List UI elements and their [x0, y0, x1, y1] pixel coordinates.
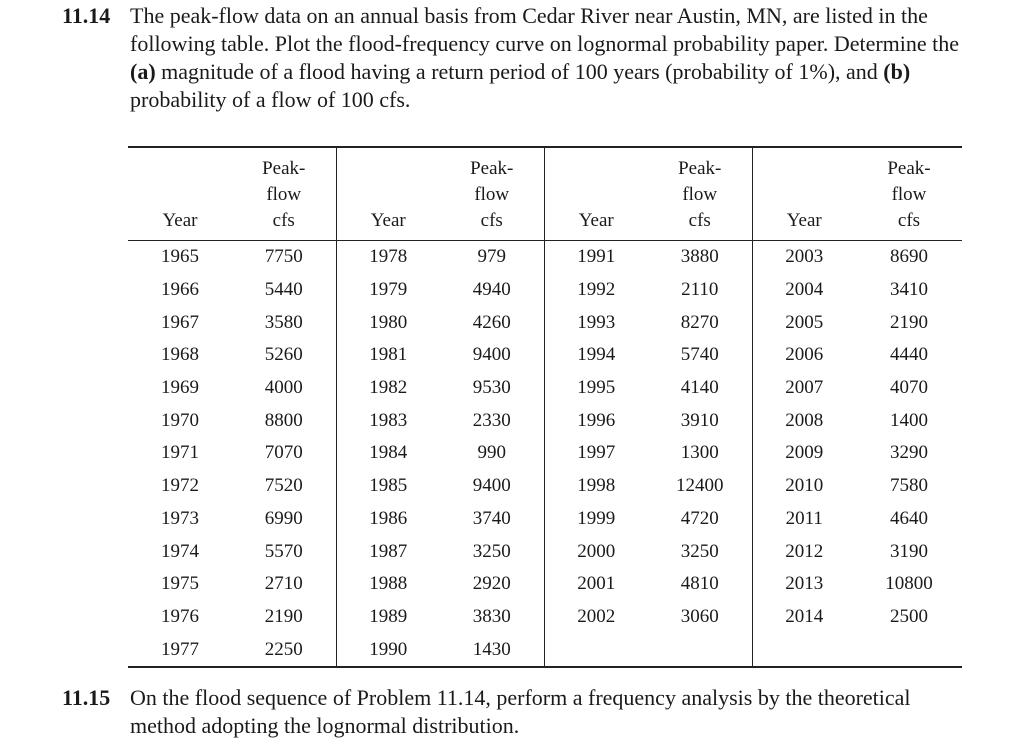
peak-flow-cell: 4000 — [232, 372, 336, 405]
table-row — [128, 568, 962, 601]
part-b-label: (b) — [883, 59, 911, 84]
peak-flow-cell: 10800 — [885, 573, 933, 595]
peak-flow-cell: 3910 — [648, 404, 752, 437]
peak-flow-cell: 3250 — [648, 535, 752, 568]
year-cell — [752, 633, 856, 667]
year-cell: 1994 — [577, 344, 616, 366]
table-row — [128, 404, 962, 437]
peak-flow-cell: 7070 — [232, 437, 336, 470]
table-row — [128, 437, 962, 470]
year-cell: 1977 — [128, 633, 232, 667]
peak-flow-cell: 3880 — [648, 241, 752, 274]
year-cell: 2007 — [785, 377, 824, 399]
year-cell: 1974 — [161, 540, 199, 562]
table-body — [128, 241, 962, 667]
header-year: Year — [336, 147, 440, 241]
table-row — [128, 535, 962, 568]
table-row — [128, 274, 962, 307]
year-cell: 1989 — [369, 605, 408, 627]
peak-flow-cell: 7750 — [232, 241, 336, 274]
peak-flow-cell: 7580 — [890, 475, 928, 497]
peak-flow-cell: 4810 — [648, 568, 752, 601]
peak-flow-cell: 6990 — [232, 503, 336, 536]
year-cell: 2014 — [785, 605, 824, 627]
year-cell: 2000 — [577, 540, 616, 562]
peak-flow-cell: 2330 — [440, 404, 544, 437]
peak-flow-cell: 3580 — [232, 306, 336, 339]
year-cell: 1978 — [369, 246, 408, 268]
problem-text: On the flood sequence of Problem 11.14, perform a frequency analysis by the theoretical method adopting the lognormal distribution. — [130, 685, 911, 738]
peak-flow-cell: 3060 — [648, 601, 752, 634]
table-row — [128, 241, 962, 274]
year-cell: 1971 — [161, 442, 199, 464]
year-cell: 1976 — [161, 605, 199, 627]
table-row — [128, 306, 962, 339]
peak-flow-cell: 4260 — [440, 306, 544, 339]
year-cell: 1983 — [369, 409, 408, 431]
year-cell: 1984 — [369, 442, 408, 464]
year-cell: 2003 — [785, 246, 824, 268]
year-cell: 1982 — [369, 377, 408, 399]
table-row — [128, 503, 962, 536]
year-cell: 1988 — [369, 573, 408, 595]
peak-flow-cell: 9400 — [440, 470, 544, 503]
problem-intro: The peak-flow data on an annual basis from Cedar River near Austin, MN, are listed in the following table. Plot the flood-frequency curve on lognormal probability paper. Determine the — [130, 3, 960, 56]
peak-flow-cell: 7520 — [232, 470, 336, 503]
year-cell: 2006 — [785, 344, 824, 366]
peak-flow-cell: 9530 — [440, 372, 544, 405]
peak-flow-cell: 3190 — [890, 540, 928, 562]
peak-flow-cell: 8270 — [648, 306, 752, 339]
problem-number: 11.14 — [62, 3, 111, 28]
year-cell: 1996 — [577, 409, 616, 431]
header-year: Year — [128, 147, 232, 241]
peak-flow-cell: 1400 — [890, 409, 928, 431]
year-cell: 1987 — [369, 540, 408, 562]
peak-flow-cell: 5260 — [232, 339, 336, 372]
peak-flow-cell: 4940 — [440, 274, 544, 307]
peak-flow-cell: 4070 — [890, 377, 928, 399]
table-row — [128, 339, 962, 372]
year-cell: 2011 — [785, 507, 823, 529]
year-cell: 1992 — [577, 279, 616, 301]
peak-flow-cell: 9400 — [440, 339, 544, 372]
year-cell: 1993 — [577, 311, 616, 333]
header-year: Year — [544, 147, 648, 241]
year-cell: 2002 — [577, 605, 616, 627]
peak-flow-cell: 2710 — [232, 568, 336, 601]
peak-flow-cell: 5740 — [648, 339, 752, 372]
table-row — [128, 372, 962, 405]
peak-flow-cell: 8800 — [232, 404, 336, 437]
year-cell: 2013 — [785, 573, 824, 595]
peak-flow-cell: 4640 — [890, 507, 928, 529]
year-cell: 2005 — [785, 311, 824, 333]
year-cell: 2001 — [577, 573, 616, 595]
year-cell: 1967 — [161, 311, 199, 333]
year-cell: 1979 — [369, 279, 408, 301]
peak-flow-cell: 12400 — [648, 470, 752, 503]
table-header-row — [128, 147, 962, 241]
year-cell: 1990 — [336, 633, 440, 667]
year-cell: 1965 — [161, 246, 199, 268]
year-cell: 1985 — [369, 475, 408, 497]
part-a-text: magnitude of a flood having a return period of 100 years (probability of 1%), and — [155, 59, 884, 84]
peak-flow-cell: 3830 — [440, 601, 544, 634]
table-row — [128, 470, 962, 503]
header-peak-flow: Peak- flow cfs — [856, 147, 962, 241]
year-cell: 1999 — [577, 507, 616, 529]
year-cell: 1969 — [161, 377, 199, 399]
peak-flow-cell: 3410 — [890, 279, 928, 301]
peak-flow-cell: 4140 — [648, 372, 752, 405]
peak-flow-cell: 979 — [440, 241, 544, 274]
part-b-text: probability of a flow of 100 cfs. — [130, 87, 411, 112]
peak-flow-cell: 3290 — [890, 442, 928, 464]
peak-flow-cell: 2190 — [890, 311, 928, 333]
table-row — [128, 633, 962, 667]
peak-flow-cell: 4440 — [890, 344, 928, 366]
peak-flow-cell: 2920 — [440, 568, 544, 601]
peak-flow-cell: 8690 — [890, 246, 928, 268]
year-cell: 1970 — [161, 409, 199, 431]
peak-flow-cell — [856, 633, 962, 667]
year-cell: 2008 — [785, 409, 824, 431]
year-cell: 1981 — [369, 344, 408, 366]
peak-flow-cell: 1430 — [440, 633, 544, 667]
header-peak-flow: Peak- flow cfs — [232, 147, 336, 241]
year-cell: 1972 — [161, 475, 199, 497]
year-cell: 2012 — [785, 540, 824, 562]
problem-number: 11.15 — [62, 685, 111, 710]
peak-flow-cell: 5440 — [232, 274, 336, 307]
year-cell: 2010 — [785, 475, 824, 497]
year-cell: 1997 — [577, 442, 616, 464]
header-peak-flow: Peak- flow cfs — [440, 147, 544, 241]
peak-flow-cell — [648, 633, 752, 667]
year-cell: 1980 — [369, 311, 408, 333]
year-cell: 1975 — [161, 573, 199, 595]
header-peak-flow: Peak- flow cfs — [648, 147, 752, 241]
year-cell: 1991 — [577, 246, 616, 268]
year-cell: 2009 — [785, 442, 824, 464]
peak-flow-cell: 5570 — [232, 535, 336, 568]
peak-flow-cell: 4720 — [648, 503, 752, 536]
peak-flow-cell: 990 — [440, 437, 544, 470]
peak-flow-cell: 2500 — [890, 605, 928, 627]
peak-flow-table-container — [128, 146, 962, 668]
year-cell: 2004 — [785, 279, 824, 301]
problem-11-15 — [62, 684, 962, 740]
year-cell: 1995 — [577, 377, 616, 399]
year-cell — [544, 633, 648, 667]
problem-text — [130, 2, 962, 114]
peak-flow-table — [128, 146, 962, 668]
header-year: Year — [752, 147, 856, 241]
peak-flow-cell: 2190 — [232, 601, 336, 634]
year-cell: 1998 — [577, 475, 616, 497]
year-cell: 1973 — [161, 507, 199, 529]
year-cell: 1986 — [369, 507, 408, 529]
peak-flow-cell: 3250 — [440, 535, 544, 568]
peak-flow-cell: 3740 — [440, 503, 544, 536]
peak-flow-cell: 2110 — [648, 274, 752, 307]
part-a-label: (a) — [130, 59, 156, 84]
year-cell: 1968 — [161, 344, 199, 366]
peak-flow-cell: 2250 — [232, 633, 336, 667]
problem-11-14 — [62, 2, 962, 114]
year-cell: 1966 — [161, 279, 199, 301]
peak-flow-cell: 1300 — [648, 437, 752, 470]
table-row — [128, 601, 962, 634]
